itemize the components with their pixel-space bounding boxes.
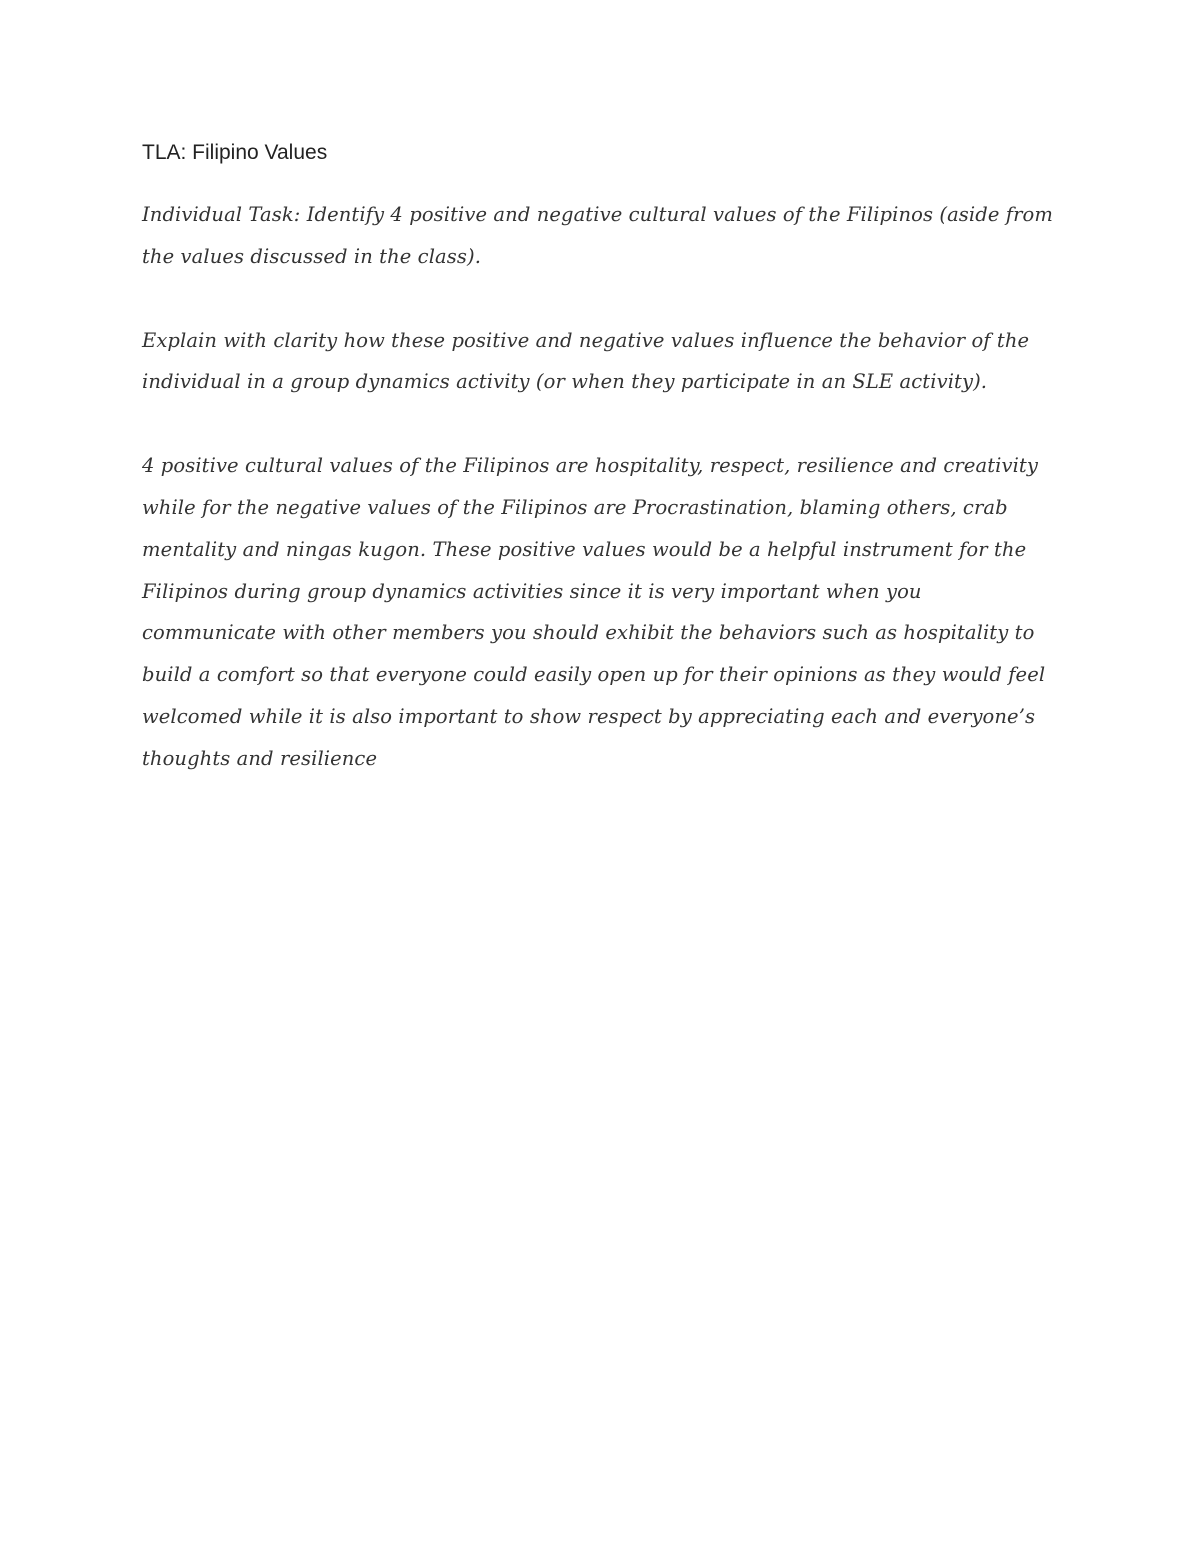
task-instruction-paragraph: Individual Task: Identify 4 positive and negative cultural values of the Filipinos (aside from the values discussed in the class). [142,203,1053,268]
answer-paragraph: 4 positive cultural values of the Filipinos are hospitality, respect, resilience and creativity while for the negative values of the Filipinos are Procrastination, blaming others, crab mentality and ningas kugon. These positive values would be a helpful instrument for the Filipinos during group dynamics activities since it is very important when you communicate with other members you should exhibit the behaviors such as hospitality to build a comfort so that everyone could easily open up for their opinions as they would feel welcomed while it is also important to show respect by appreciating each and everyone’s thoughts and resilience [142,454,1046,770]
document-title: TLA: Filipino Values [142,141,328,164]
document-body [142,138,1058,822]
explanation-instruction-paragraph: Explain with clarity how these positive and negative values influence the behavior of the individual in a group dynamics activity (or when they participate in an SLE activity). [142,328,1030,394]
